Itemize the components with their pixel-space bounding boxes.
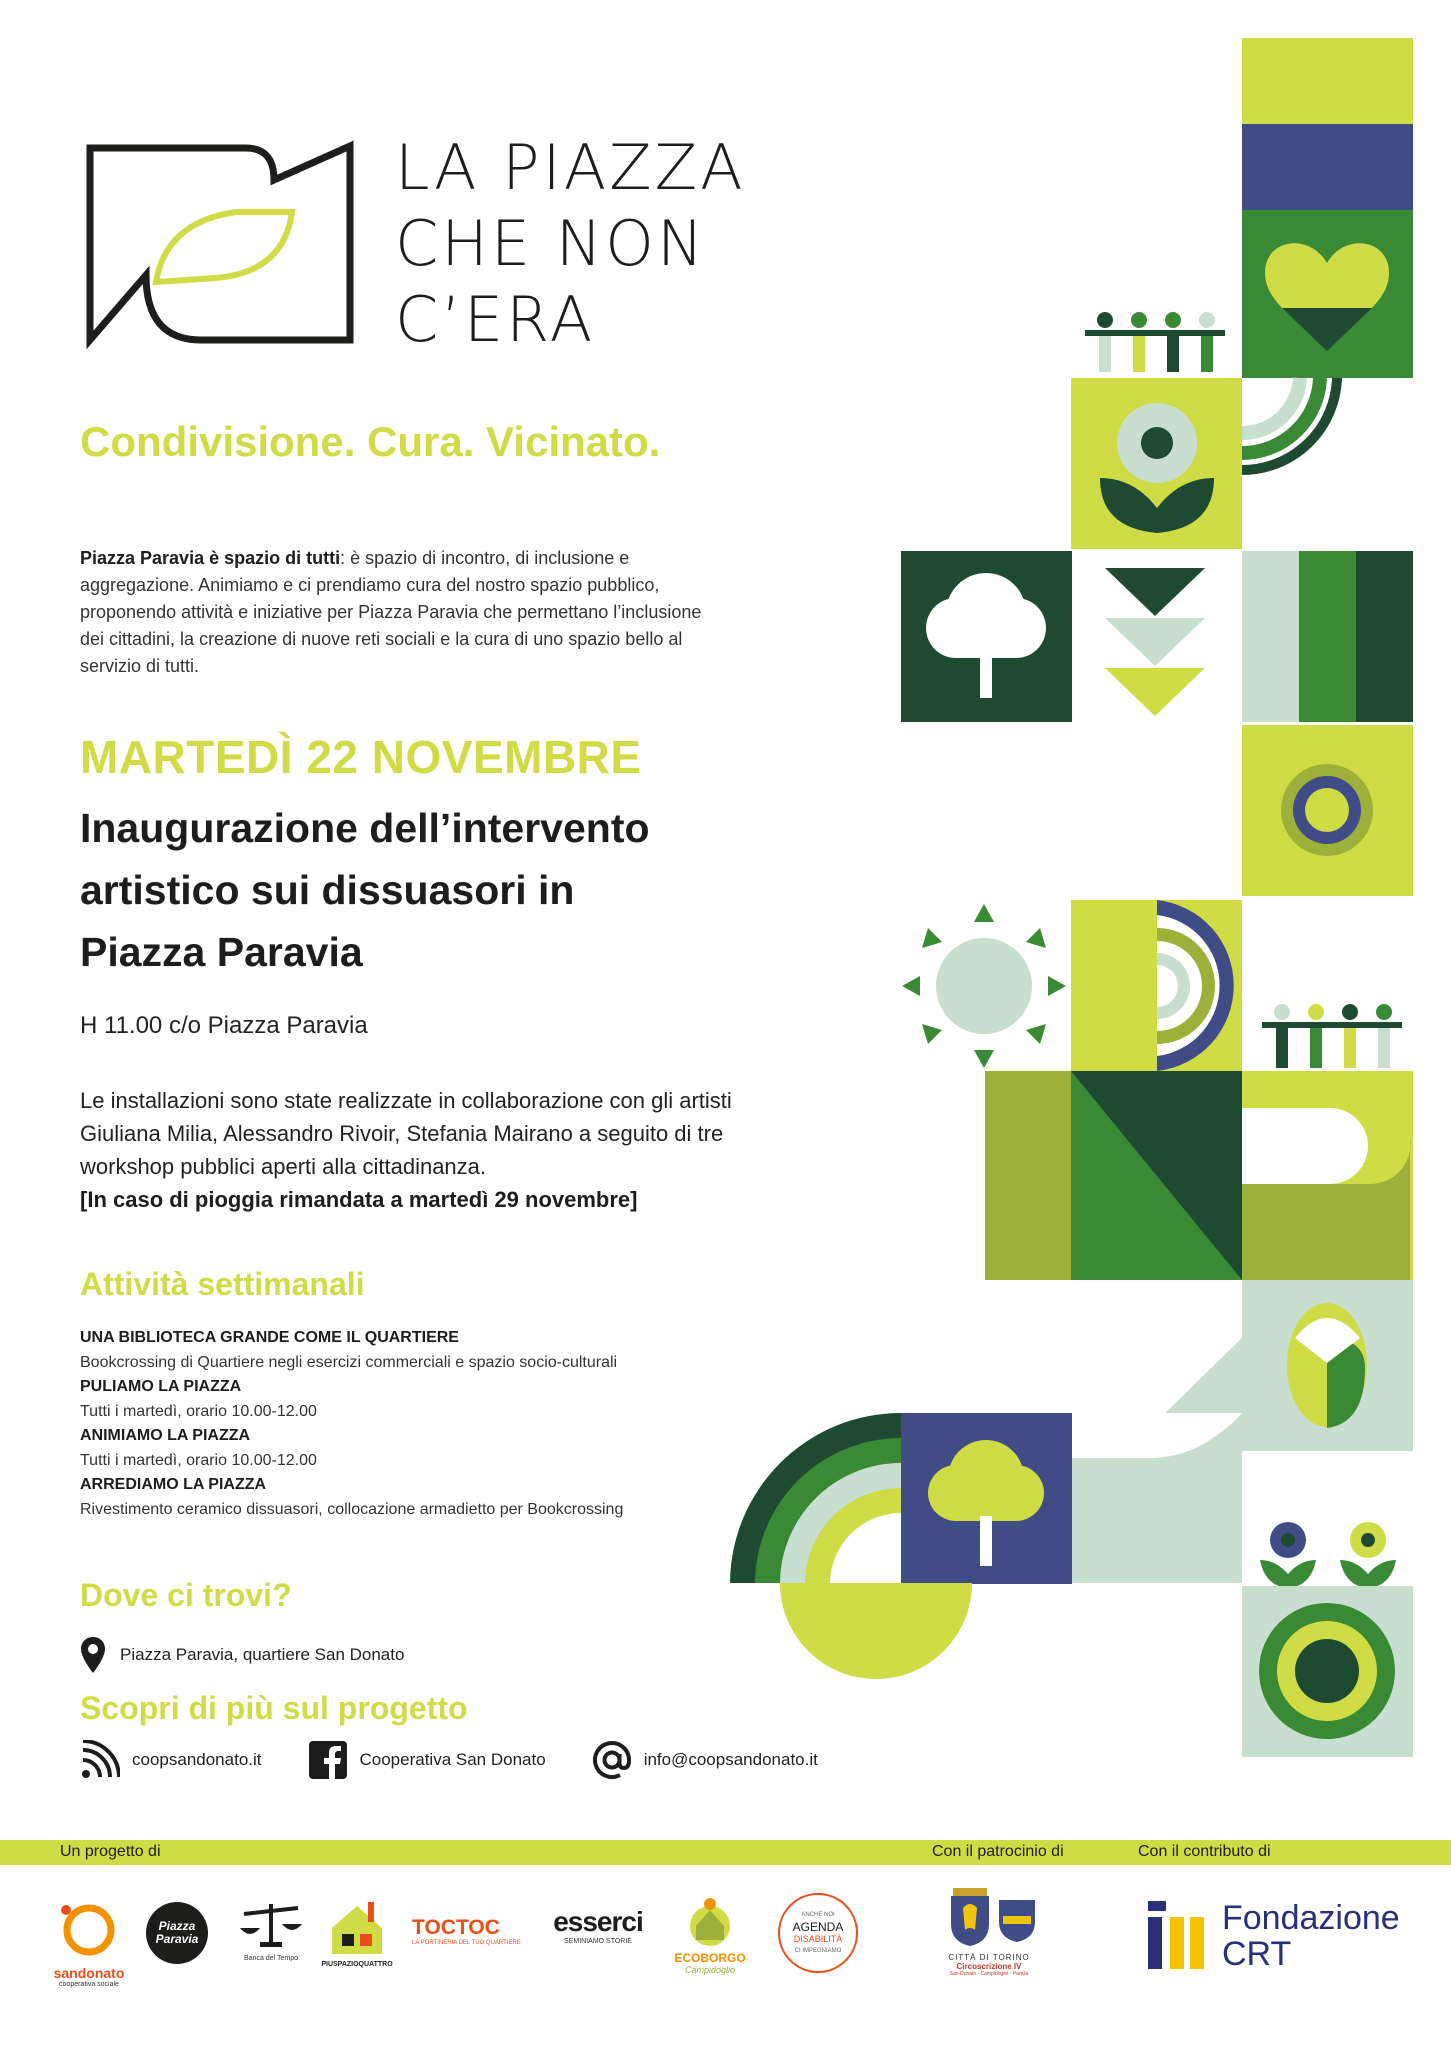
rss-icon [80,1740,120,1780]
sandonato-sub: cooperativa sociale [59,1981,119,1988]
ecoborgo-sub: Campidoglio [684,1965,736,1975]
activities-list [80,1326,740,1522]
torino-circ: Circoscrizione IV [956,1962,1022,1971]
tagline: Condivisione. Cura. Vicinato. [80,418,661,465]
esserci-name: esserci [553,1906,643,1937]
ecoborgo-mark [682,1896,738,1946]
logo-citta-torino [934,1886,1044,1977]
people-icon-group [1085,312,1225,372]
location-text: Piazza Paravia, quartiere San Donato [120,1645,405,1664]
location-row [80,1636,404,1674]
collab-text: Le installazioni sono state realizzate in collaborazione con gli artisti Giuliana Milia, Alessandro Rivoir, Stefania Mairano a seguito di tre workshop pubblici aperti alla cittadinanza. [80,1088,732,1179]
activity-item [80,1424,740,1473]
blue-block [1242,124,1413,210]
email-label: info@coopsandonato.it [643,1750,818,1769]
logo-sandonato [44,1898,134,1988]
sandonato-logo-mark [54,1898,124,1960]
lime-block [1242,38,1413,124]
agenda-bottom: CI IMPEGNIAMO [794,1948,842,1954]
activity-name: PULIAMO LA PIAZZA [80,1378,242,1395]
sandonato-name: sandonato [53,1965,125,1981]
event-title-line: Inaugurazione dell’intervento [80,805,650,851]
logo-piazza-paravia [146,1902,208,1964]
stripes-tile [1242,551,1299,722]
label-project: Un progetto di [60,1843,161,1860]
geometric-illustration [720,38,1420,1758]
agenda-top: ANCHE NOI [801,1912,835,1918]
activity-item [80,1375,740,1424]
label-contribution: Con il contributo di [1138,1843,1271,1860]
scales-icon [236,1900,306,1950]
seed-icon [1287,1303,1367,1428]
agenda-main1: AGENDA [792,1920,844,1934]
event-time: H 11.00 c/o Piazza Paravia [80,1012,368,1039]
event-collab [80,1084,740,1216]
activity-item [80,1326,740,1375]
agenda-main2: DISABILITÀ [793,1934,843,1944]
activities-heading: Attività settimanali [80,1266,365,1302]
activity-desc: Tutti i martedì, orario 10.00-12.00 [80,1452,317,1469]
triangles-icon [1105,568,1205,716]
activity-desc: Rivestimento ceramico dissuasori, collocazione armadietto per Bookcrossing [80,1501,624,1518]
brand-title-line: CHE NON [395,207,707,280]
intro-bold: Piazza Paravia è spazio di tutti [80,548,341,568]
intro-text: : è spazio di incontro, di inclusione e aggregazione. Animiamo e ci prendiamo cura del nostro spazio pubblico, proponendo attività e iniziative per Piazza Paravia che permettano l’inclusione dei cittadini, la creazione di nuove reti sociali e la cura di uno spazio bello al servizio di tutti. [80,548,702,676]
event-date: MARTEDÌ 22 NOVEMBRE [80,731,642,783]
label-patronage: Con il patrocinio di [932,1843,1064,1860]
activity-name: ARREDIAMO LA PIAZZA [80,1476,267,1493]
torino-city: CITTÀ DI TORINO [948,1953,1030,1962]
logo-ecoborgo [670,1896,750,1975]
activity-desc: Bookcrossing di Quartiere negli esercizi commerciali e spazio socio-culturali [80,1354,618,1371]
website-link[interactable] [80,1740,262,1780]
brand-logo-mark [86,140,364,350]
logo-fondazione-crt [1148,1900,1400,1972]
crt-mark [1148,1901,1210,1971]
location-heading: Dove ci trovi? [80,1577,292,1613]
facebook-icon [308,1740,348,1780]
intro-paragraph [80,545,720,680]
logo-toctoc [412,1916,522,1946]
esserci-sub: SEMINIAMO STORIE [564,1938,632,1945]
event-title-line: Piazza Paravia [80,929,363,975]
torino-sub: San Donato - Campidoglio - Parella [949,1971,1029,1977]
event-title [80,797,740,983]
brand-title-line: C’ERA [395,283,596,356]
logo-agenda-disabilita [778,1893,858,1973]
activity-item [80,1473,740,1522]
rainbow-arcs [730,1413,901,1583]
toctoc-name: TOCTOC [412,1916,500,1939]
activity-name: UNA BIBLIOTECA GRANDE COME IL QUARTIERE [80,1329,459,1346]
coat-of-arms-icon [939,1886,1039,1948]
piuspazio-name: PIUSPAZIOQUATTRO [321,1961,393,1968]
rain-notice: [In caso di pioggia rimandata a martedì 29 novembre] [80,1187,638,1212]
facebook-link[interactable] [308,1740,546,1780]
logo-banca-tempo [228,1900,314,1962]
website-label: coopsandonato.it [132,1750,262,1769]
banca-tempo-name: Banca del Tempo [244,1955,298,1962]
activity-name: ANIMIAMO LA PIAZZA [80,1427,251,1444]
half-circle [780,1583,972,1679]
event-title-line: artistico sui dissuasori in [80,867,575,913]
brand-title [395,130,746,358]
more-heading: Scopri di più sul progetto [80,1690,468,1726]
people-icon-group [1262,1004,1402,1068]
logo-esserci [538,1906,658,1945]
map-pin-icon [80,1636,106,1674]
crt-name: CRT [1222,1935,1292,1973]
piazza-paravia-text: Piazza Paravia [155,1919,199,1946]
small-flower-icon [1260,1522,1396,1588]
facebook-label: Cooperativa San Donato [359,1750,546,1769]
toctoc-sub: LA PORTINERIA DEL TUO QUARTIERE [412,1940,521,1946]
sun-icon [902,904,1066,1068]
footer-band [0,1840,1451,1865]
at-icon [592,1740,632,1780]
house-icon [328,1898,386,1956]
activity-desc: Tutti i martedì, orario 10.00-12.00 [80,1403,317,1420]
ecoborgo-name: ECOBORGO [674,1951,746,1965]
brand-title-line: LA PIAZZA [395,131,746,204]
logo-piuspazio [320,1898,394,1968]
fondazione-name: Fondazione [1222,1899,1400,1937]
